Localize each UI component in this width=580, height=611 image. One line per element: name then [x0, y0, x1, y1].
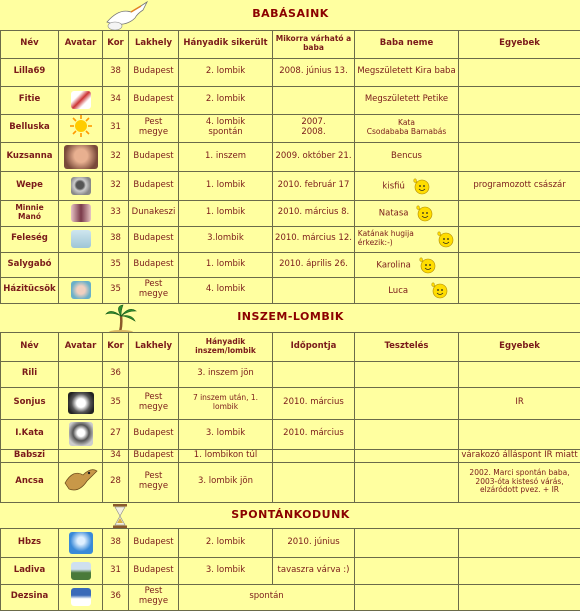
baby-text: Katának hugija érkezik:-): [358, 230, 430, 247]
name-cell: Sonjus: [1, 387, 59, 419]
col-header: Időpontja: [273, 332, 355, 361]
location-cell: Budapest: [129, 226, 179, 252]
baby-cell: Bencus: [355, 142, 459, 171]
attempt-cell: 1. inszem: [179, 142, 273, 171]
avatar: [71, 177, 91, 195]
table-row: [1, 584, 580, 610]
due-cell: 2010. április 26.: [273, 252, 355, 277]
avatar-cell: [59, 171, 103, 200]
baby-cell: [355, 114, 459, 142]
age-cell: 32: [103, 171, 129, 200]
due-cell: 2010. március 12.: [273, 226, 355, 252]
section-title: SPONTÁNKODUNK: [231, 508, 350, 521]
notes-cell: [459, 419, 580, 449]
name-cell: Fitie: [1, 86, 59, 114]
avatar-cell: [59, 449, 103, 462]
location-cell: Budapest: [129, 419, 179, 449]
location-cell: Budapest: [129, 449, 179, 462]
due-line: 2007.: [275, 118, 352, 128]
location-cell: Budapest: [129, 252, 179, 277]
baby-text: Karolina: [376, 260, 410, 270]
due-line: 2008.: [275, 128, 352, 138]
table-row: [1, 58, 580, 86]
col-header: Tesztelés: [355, 332, 459, 361]
age-cell: 38: [103, 58, 129, 86]
col-header: Baba neme: [355, 30, 459, 58]
name-cell: Dezsina: [1, 584, 59, 610]
table-row: [1, 86, 580, 114]
avatar-cell: [59, 58, 103, 86]
avatar: [68, 392, 94, 414]
name-cell: Minnie Manó: [1, 200, 59, 226]
avatar: [71, 562, 91, 580]
avatar: [71, 588, 91, 606]
table-row: [1, 226, 580, 252]
table-row: [1, 557, 580, 584]
avatar-cell: [59, 419, 103, 449]
date-cell: 2010. március: [273, 387, 355, 419]
attempt-cell: 3. lombik jön: [179, 462, 273, 502]
palm-tree-icon: [105, 304, 137, 333]
waving-smiley-icon: [417, 255, 437, 275]
notes-cell: [459, 86, 580, 114]
attempt-cell: spontán: [179, 584, 355, 610]
attempt-cell: [179, 114, 273, 142]
age-cell: 27: [103, 419, 129, 449]
name-cell: Ancsa: [1, 462, 59, 502]
age-cell: 36: [103, 584, 129, 610]
baby-cell: Megszületett Petike: [355, 86, 459, 114]
bird-avatar: [63, 465, 99, 495]
age-cell: 31: [103, 114, 129, 142]
table-row: [1, 361, 580, 387]
table-row: [1, 528, 580, 557]
avatar-cell: [59, 86, 103, 114]
attempt-cell: 3.lombik: [179, 226, 273, 252]
section-babies: [1, 0, 580, 30]
header-row: [1, 30, 580, 58]
baby-cell: [355, 226, 459, 252]
attempt-line: spontán: [181, 128, 270, 138]
avatar-cell: [59, 200, 103, 226]
header-row: [1, 332, 580, 361]
waving-smiley-icon: [414, 203, 434, 223]
table-row: [1, 449, 580, 462]
date-cell: tavaszra várva :): [273, 557, 355, 584]
attempt-cell: 3. lombik: [179, 419, 273, 449]
age-cell: 32: [103, 142, 129, 171]
notes-cell: [459, 584, 580, 610]
attempt-cell: 1. lombik: [179, 252, 273, 277]
attempt-cell: 1. lombik: [179, 171, 273, 200]
table-row: [1, 277, 580, 303]
avatar: [71, 204, 91, 222]
notes-cell: várakozó álláspont IR miatt: [459, 449, 580, 462]
location-cell: Pest megye: [129, 114, 179, 142]
attempt-cell: 2. lombik: [179, 58, 273, 86]
location-cell: Pest megye: [129, 462, 179, 502]
location-cell: Pest megye: [129, 277, 179, 303]
avatar-cell: [59, 557, 103, 584]
name-cell: Lilla69: [1, 58, 59, 86]
table-row: [1, 252, 580, 277]
col-header: Név: [1, 332, 59, 361]
test-cell: [355, 462, 459, 502]
avatar-cell: [59, 584, 103, 610]
avatar-cell: [59, 387, 103, 419]
baby-cell: [355, 171, 459, 200]
waving-smiley-icon: [429, 280, 449, 300]
waving-smiley-icon: [411, 176, 431, 196]
age-cell: 35: [103, 252, 129, 277]
attempt-cell: 4. lombik: [179, 277, 273, 303]
col-header: Kor: [103, 30, 129, 58]
date-cell: 2010. március: [273, 419, 355, 449]
test-cell: [355, 387, 459, 419]
location-cell: Dunakeszi: [129, 200, 179, 226]
test-cell: [355, 449, 459, 462]
table-row: [1, 462, 580, 502]
attempt-cell: 2. lombik: [179, 86, 273, 114]
avatar-cell: [59, 142, 103, 171]
name-cell: Hbzs: [1, 528, 59, 557]
name-cell: Kuzsanna: [1, 142, 59, 171]
avatar: [64, 145, 98, 169]
col-header: Lakhely: [129, 332, 179, 361]
name-cell: I.Kata: [1, 419, 59, 449]
section-title: BABÁSAINK: [252, 7, 329, 20]
name-cell: Salygabó: [1, 252, 59, 277]
name-cell: Rili: [1, 361, 59, 387]
avatar-cell: [59, 277, 103, 303]
age-cell: 35: [103, 277, 129, 303]
stork-icon: [101, 0, 151, 30]
test-cell: [355, 584, 459, 610]
notes-cell: [459, 252, 580, 277]
col-header: Egyebek: [459, 332, 580, 361]
age-cell: 35: [103, 387, 129, 419]
avatar-cell: [59, 462, 103, 502]
col-header: Mikorra várható a baba: [273, 30, 355, 58]
age-cell: 36: [103, 361, 129, 387]
notes-cell: [459, 277, 580, 303]
col-header: Avatar: [59, 30, 103, 58]
notes-cell: [459, 58, 580, 86]
baby-text: kisfiú: [382, 181, 404, 191]
avatar-cell: [59, 361, 103, 387]
due-cell: [273, 86, 355, 114]
attempt-cell: 3. lombik: [179, 557, 273, 584]
location-cell: Budapest: [129, 86, 179, 114]
avatar-cell: [59, 114, 103, 142]
notes-cell: 2002. Marci spontán baba, 2003-óta kistesó várás, elzáródott pvez. + IR: [459, 462, 580, 502]
table-row: [1, 114, 580, 142]
name-cell: Babszi: [1, 449, 59, 462]
date-cell: [273, 361, 355, 387]
table-row: [1, 419, 580, 449]
attempt-cell: 1. lombikon túl: [179, 449, 273, 462]
col-header: Hányadik inszem/lombik: [179, 332, 273, 361]
avatar: [71, 281, 91, 299]
location-cell: Budapest: [129, 58, 179, 86]
avatar: [69, 422, 93, 446]
due-cell: [273, 114, 355, 142]
sun-avatar: [69, 115, 93, 137]
attempt-cell: 1. lombik: [179, 200, 273, 226]
location-cell: Budapest: [129, 557, 179, 584]
col-header: Lakhely: [129, 30, 179, 58]
due-cell: 2009. október 21.: [273, 142, 355, 171]
notes-cell: [459, 557, 580, 584]
avatar: [71, 91, 91, 109]
test-cell: [355, 419, 459, 449]
location-cell: Pest megye: [129, 387, 179, 419]
waving-smiley-icon: [435, 229, 455, 249]
name-cell: Feleség: [1, 226, 59, 252]
name-cell: Belluska: [1, 114, 59, 142]
baby-line: Kata: [357, 119, 456, 128]
notes-cell: [459, 361, 580, 387]
baby-line: Csodababa Barnabás: [357, 128, 456, 137]
avatar-cell: [59, 528, 103, 557]
table-row: [1, 387, 580, 419]
baby-cell: [355, 252, 459, 277]
notes-cell: IR: [459, 387, 580, 419]
col-header: Kor: [103, 332, 129, 361]
date-cell: [273, 449, 355, 462]
notes-cell: [459, 226, 580, 252]
name-cell: Ladiva: [1, 557, 59, 584]
avatar-cell: [59, 226, 103, 252]
age-cell: 38: [103, 226, 129, 252]
table-row: [1, 200, 580, 226]
age-cell: 34: [103, 449, 129, 462]
notes-cell: [459, 528, 580, 557]
baby-cell: Megszületett Kira baba: [355, 58, 459, 86]
hourglass-icon: [111, 503, 129, 529]
notes-cell: [459, 142, 580, 171]
col-header: Név: [1, 30, 59, 58]
table-row: [1, 171, 580, 200]
test-cell: [355, 557, 459, 584]
baby-cell: [355, 277, 459, 303]
table-row: [1, 142, 580, 171]
attempt-cell: 7 inszem után, 1. lombik: [179, 387, 273, 419]
attempt-line: 4. lombik: [181, 118, 270, 128]
age-cell: 38: [103, 528, 129, 557]
attempt-cell: 2. lombik: [179, 528, 273, 557]
location-cell: Budapest: [129, 142, 179, 171]
age-cell: 31: [103, 557, 129, 584]
avatar: [71, 230, 91, 248]
section-spontan: [1, 502, 580, 528]
baby-text: Luca: [388, 286, 408, 296]
location-cell: Budapest: [129, 528, 179, 557]
baby-cell: [355, 200, 459, 226]
avatar: [69, 532, 93, 554]
date-cell: [273, 462, 355, 502]
location-cell: Budapest: [129, 171, 179, 200]
location-cell: Pest megye: [129, 584, 179, 610]
location-cell: [129, 361, 179, 387]
avatar-cell: [59, 252, 103, 277]
due-cell: 2008. június 13.: [273, 58, 355, 86]
col-header: Avatar: [59, 332, 103, 361]
section-title: INSZEM-LOMBIK: [237, 310, 344, 323]
due-cell: [273, 277, 355, 303]
date-cell: 2010. június: [273, 528, 355, 557]
attempt-cell: 3. inszem jön: [179, 361, 273, 387]
due-cell: 2010. március 8.: [273, 200, 355, 226]
name-cell: Házitücsök: [1, 277, 59, 303]
due-cell: 2010. február 17: [273, 171, 355, 200]
test-cell: [355, 361, 459, 387]
notes-cell: [459, 114, 580, 142]
baby-text: Natasa: [379, 209, 409, 219]
age-cell: 28: [103, 462, 129, 502]
test-cell: [355, 528, 459, 557]
section-insem: [1, 303, 580, 332]
col-header: Egyebek: [459, 30, 580, 58]
name-cell: Wepe: [1, 171, 59, 200]
age-cell: 34: [103, 86, 129, 114]
age-cell: 33: [103, 200, 129, 226]
notes-cell: programozott császár: [459, 171, 580, 200]
col-header: Hányadik sikerült: [179, 30, 273, 58]
notes-cell: [459, 200, 580, 226]
